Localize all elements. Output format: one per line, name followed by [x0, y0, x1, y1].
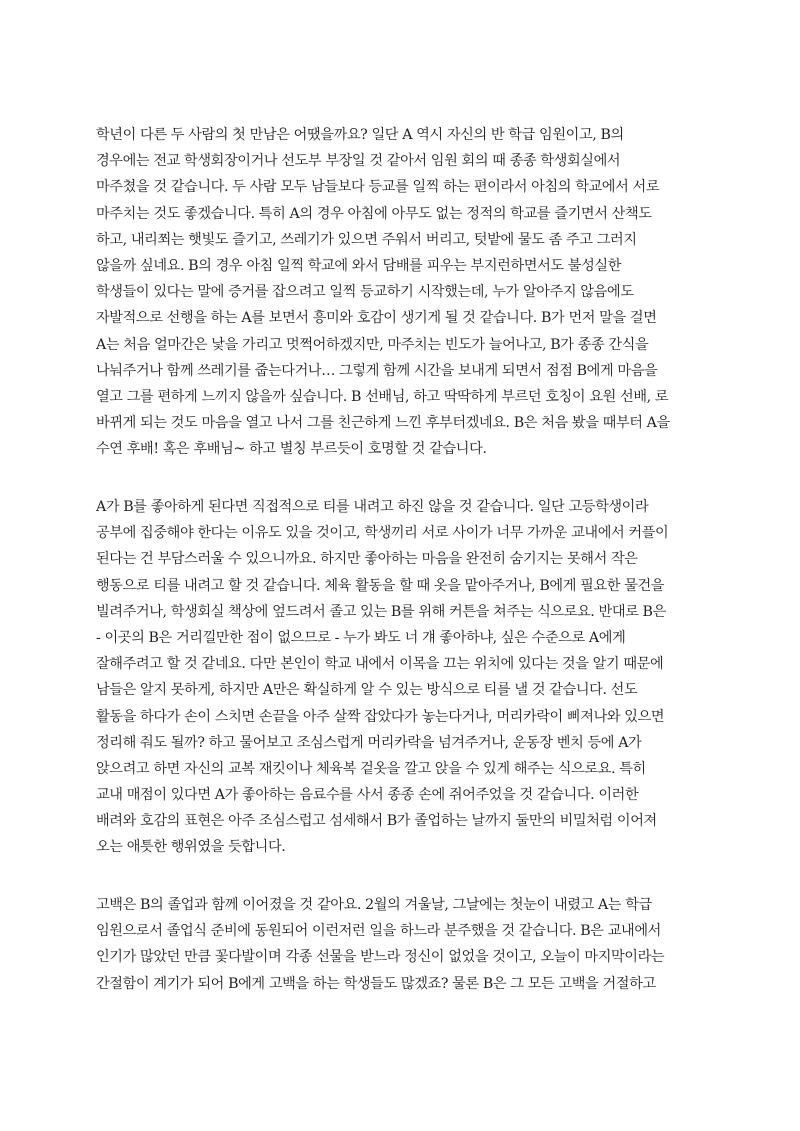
text-line: 나눠주거나 함께 쓰레기를 줍는다거나… 그렇게 함께 시간을 보내게 되면서 점점 B에게 마음을 [96, 362, 658, 379]
text-line: 교내 매점이 있다면 A가 좋아하는 음료수를 사서 종종 손에 쥐어주었을 것 같습니다. 이러한 [96, 787, 639, 804]
text-line: 인기가 많았던 만큼 꽃다발이며 각종 선물을 받느라 정신이 없었을 것이고, 오늘이 마지막이라는 [96, 949, 665, 966]
text-line: 하고, 내리쬐는 햇빛도 즐기고, 쓰레기가 있으면 주워서 버리고, 텃밭에 물도 좀 주고 그러지 [96, 231, 637, 248]
text-line: 마주쳤을 것 같습니다. 두 사람 모두 남들보다 등교를 일찍 하는 편이라서 아침의 학교에서 서로 [96, 179, 660, 196]
text-line: 학생들이 있다는 말에 증거를 잡으려고 일찍 등교하기 시작했는데, 누가 알아주지 않음에도 [96, 284, 634, 301]
paragraph-confession [96, 892, 716, 997]
text-line: 된다는 건 부담스러울 수 있으니까요. 하지만 좋아하는 마음을 완전히 숨기지는 못해서 작은 [96, 551, 638, 568]
text-line: 오는 애틋한 행위였을 듯합니다. [96, 839, 286, 856]
text-line: 빌려주거나, 학생회실 책상에 엎드려서 졸고 있는 B를 위해 커튼을 쳐주는 식으로요. 반대로 B은 [96, 603, 666, 620]
text-line: A가 B를 좋아하게 된다면 직접적으로 티를 내려고 하진 않을 것 같습니다. 일단 고등학생이라 [96, 499, 649, 515]
paragraph-first-meeting [96, 122, 716, 462]
text-line: 고백은 B의 졸업과 함께 이어졌을 것 같아요. 2월의 겨울날, 그날에는 첫눈이 내렸고 A는 학급 [96, 897, 652, 913]
text-line: 학년이 다른 두 사람의 첫 만남은 어땠을까요? 일단 A 역시 자신의 반 학급 임원이고, B의 [96, 127, 624, 143]
text-line: 바뀌게 되는 것도 마음을 열고 나서 그를 친근하게 느낀 후부터겠네요. B은 처음 봤을 때부터 A을 [96, 415, 670, 432]
text-line: 경우에는 전교 학생회장이거나 선도부 부장일 것 같아서 임원 회의 때 종종 학생회실에서 [96, 153, 621, 170]
text-line: 정리해 줘도 될까? 하고 물어보고 조심스럽게 머리카락을 넘겨주거나, 운동장 벤치 등에 A가 [96, 734, 642, 751]
text-line: 열고 그를 편하게 느끼지 않을까 싶습니다. B 선배님, 하고 딱딱하게 부르던 호칭이 요원 선배, 로 [96, 388, 669, 405]
paragraph-affection [96, 494, 716, 861]
text-line: 남들은 알지 못하게, 하지만 A만은 확실하게 알 수 있는 방식으로 티를 낼 것 같습니다. 선도 [96, 682, 638, 699]
text-line: 잘해주려고 할 것 같네요. 다만 본인이 학교 내에서 이목을 끄는 위치에 있다는 것을 알기 때문에 [96, 656, 664, 673]
text-line: 수연 후배! 혹은 후배님~ 하고 별칭 부르듯이 호명할 것 같습니다. [96, 441, 487, 458]
text-line: 마주치는 것도 좋겠습니다. 특히 A의 경우 아침에 아무도 없는 정적의 학교를 즐기면서 산책도 [96, 205, 652, 222]
text-line: 자발적으로 선행을 하는 A를 보면서 흥미와 호감이 생기게 될 것 같습니다. B가 먼저 말을 걸면 [96, 310, 657, 327]
text-line: 간절함이 계기가 되어 B에게 고백을 하는 학생들도 많겠죠? 물론 B은 그 모든 고백을 거절하고 [96, 975, 656, 992]
text-line: 임원으로서 졸업식 준비에 동원되어 이런저런 일을 하느라 분주했을 것 같습니다. B은 교내에서 [96, 923, 661, 940]
text-line: 행동으로 티를 내려고 할 것 같습니다. 체육 활동을 할 때 옷을 맡아주거나, B에게 필요한 물건을 [96, 577, 665, 594]
text-line: 않을까 싶네요. B의 경우 아침 일찍 학교에 와서 담배를 피우는 부지런하면서도 불성실한 [96, 257, 622, 274]
text-line: - 이곳의 B은 거리낄만한 점이 없으므로 - 누가 봐도 너 걔 좋아하냐, 싶은 수준으로 A에게 [96, 629, 626, 646]
text-line: A는 처음 얼마간은 낯을 가리고 멋쩍어하겠지만, 마주치는 빈도가 늘어나고, B가 종종 간식을 [96, 336, 649, 353]
text-line: 배려와 호감의 표현은 아주 조심스럽고 섬세해서 B가 졸업하는 날까지 둘만의 비밀처럼 이어져 [96, 813, 657, 830]
text-line: 공부에 집중해야 한다는 이유도 있을 것이고, 학생끼리 서로 사이가 너무 가까운 교내에서 커플이 [96, 525, 669, 542]
text-line: 앉으려고 하면 자신의 교복 재킷이나 체육복 겉옷을 깔고 앉을 수 있게 해주는 식으로요. 특히 [96, 760, 646, 777]
text-line: 활동을 하다가 손이 스치면 손끝을 아주 살짝 잡았다가 놓는다거나, 머리카락이 삐져나와 있으면 [96, 708, 665, 725]
